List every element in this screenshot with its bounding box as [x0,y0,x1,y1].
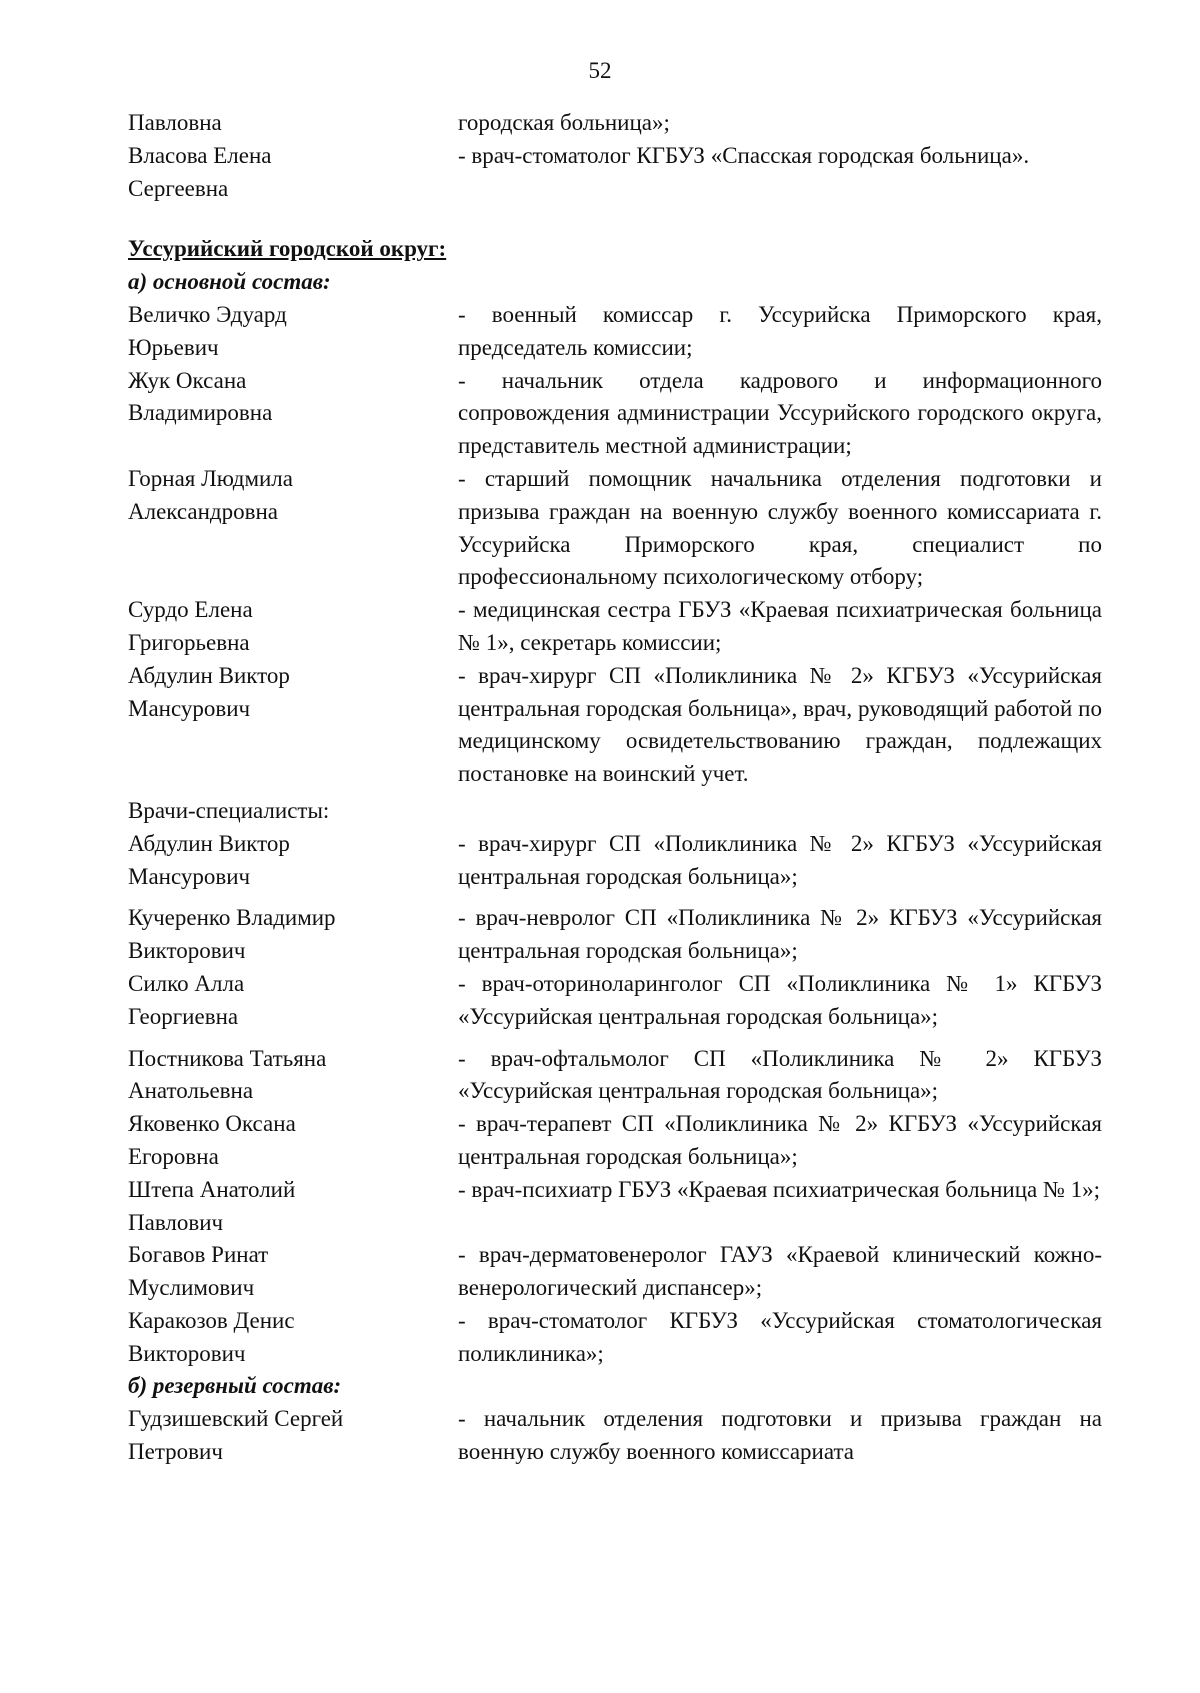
member-position: - начальник отдела кадрового и информационного сопровождения администрации Уссурийского городского округа, представитель местной администрации; [458,367,1102,459]
member-position: - начальник отделения подготовки и призыва граждан на военную службу военного комиссариата [458,1406,1102,1465]
member-row [128,660,1102,791]
member-name: Горная Людмила Александровна [128,465,293,524]
specialist-row [128,1239,1102,1305]
specialist-name: Кучеренко Владимир Викторович [128,905,336,964]
specialist-name: Абдулин Виктор Мансурович [128,830,290,889]
member-name: Жук Оксана Владимировна [128,367,273,426]
member-name: Абдулин Виктор Мансурович [128,662,290,721]
specialist-position: - врач-невролог СП «Поликлиника № 2» КГБУЗ «Уссурийская центральная городская больница»; [458,905,1102,964]
member-position: городская больница»; [458,110,670,135]
section-title: Уссурийский городской округ: [128,236,447,262]
member-name: Сурдо Елена Григорьевна [128,597,253,655]
specialist-position: - врач-дерматовенеролог ГАУЗ «Краевой клинический кожно-венерологический диспансер»; [458,1242,1102,1301]
member-position: - врач-стоматолог КГБУЗ «Спасская городская больница». [458,142,1030,168]
specialist-row [128,902,1102,968]
specialist-position: - врач-психиатр ГБУЗ «Краевая психиатрическая больница № 1»; [458,1176,1101,1202]
reserve-composition-heading: б) резервный состав: [128,1373,342,1399]
member-row [128,1403,1102,1469]
member-position: - старший помощник начальника отделения подготовки и призыва граждан на военную службу военного комиссариата г. Уссурийска Приморского края, специалист по профессиональному психологическому отбору; [458,465,1102,590]
member-position: - врач-хирург СП «Поликлиника № 2» КГБУЗ «Уссурийская центральная городская больница», врач, руководящий работой по медицинскому освидетельствованию граждан, подлежащих постановке на воинский учет. [458,662,1102,787]
specialist-name: Силко Алла Георгиевна [128,970,245,1029]
member-row [128,140,1102,206]
member-name: Гудзишевский Сергей Петрович [128,1406,344,1465]
specialist-row [128,1108,1102,1174]
specialist-name: Каракозов Денис Викторович [128,1307,295,1366]
specialist-row [128,1043,1102,1109]
member-name: Власова Елена Сергеевна [128,142,272,201]
document-content [128,107,1102,1469]
specialist-position: - врач-офтальмолог СП «Поликлиника № 2» КГБУЗ «Уссурийская центральная городская больница»; [458,1045,1102,1104]
main-composition-heading: а) основной состав: [128,269,331,295]
specialist-name: Штепа Анатолий Павлович [128,1176,296,1235]
specialist-position: - врач-терапевт СП «Поликлиника № 2» КГБУЗ «Уссурийская центральная городская больница»; [458,1111,1102,1169]
specialist-position: - врач-оториноларинголог СП «Поликлиника № 1» КГБУЗ «Уссурийская центральная городская больница»; [458,970,1102,1029]
specialist-name: Богавов Ринат Муслимович [128,1242,269,1301]
specialist-name: Яковенко Оксана Егоровна [128,1111,296,1169]
member-row [128,463,1102,594]
member-name: Величко Эдуард Юрьевич [128,301,287,360]
page-number: 52 [588,58,612,83]
member-row [128,594,1102,660]
specialists-label: Врачи-специалисты: [128,797,330,823]
specialist-row [128,1305,1102,1371]
member-row [128,107,1102,140]
specialist-position: - врач-хирург СП «Поликлиника № 2» КГБУЗ «Уссурийская центральная городская больница»; [458,830,1102,889]
specialist-position: - врач-стоматолог КГБУЗ «Уссурийская стоматологическая поликлиника»; [458,1307,1102,1366]
specialist-row [128,828,1102,894]
specialist-row [128,968,1102,1034]
member-row [128,299,1102,365]
specialist-name: Постникова Татьяна Анатольевна [128,1045,327,1104]
member-row [128,365,1102,463]
member-name: Павловна [128,110,222,135]
member-position: - медицинская сестра ГБУЗ «Краевая психиатрическая больница № 1», секретарь комиссии; [458,597,1102,655]
specialist-row [128,1174,1102,1240]
member-position: - военный комиссар г. Уссурийска Приморского края, председатель комиссии; [458,301,1102,360]
